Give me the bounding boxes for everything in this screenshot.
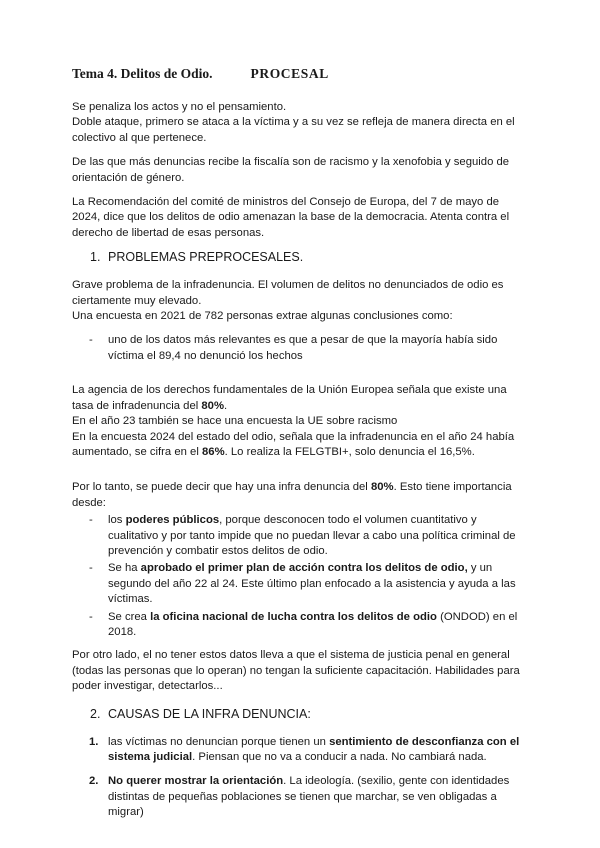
list-item-text [108,735,528,766]
intro-paragraph-3: La Recomendación del comité de ministros del Consejo de Europa, del 7 de mayo de 2024, dice que los delitos de odio amenazan la base de la democracia. Atenta contra el derecho de libertad de esas personas. [72,196,510,239]
intro-line-2: Doble ataque, primero se ataca a la víctima y a su vez se refleja de manera directa en el colectivo al que pertenece. [72,116,515,144]
section-1-paragraph-3 [72,480,528,511]
text-span: Se crea [108,610,151,623]
text-span: (ONDOD) en el 2018. [108,610,518,638]
text-span: Una encuesta en 2021 de 782 personas extrae algunas conclusiones como: [72,310,453,323]
text-span: En el año 23 también se hace una encuesta la UE sobre racismo [72,415,398,428]
bold-text: 86% [202,445,225,458]
bold-text: aprobado el primer plan de acción contra los delitos de odio, [140,562,468,575]
title-subject: PROCESAL [250,66,329,81]
text-span: . [224,399,228,412]
list-item [72,561,528,607]
text-span: . Esto tiene importancia desde: [72,481,512,509]
text-span: los [108,514,126,527]
section-1-paragraph-2 [72,383,528,460]
text-span: y un segundo del año 22 al 24. Este último plan enfocado a la asistencia y ayuda a las víctimas. [108,562,516,606]
list-item [72,735,528,766]
text-span: . Piensan que no va a conducir a nada. No cambiará nada. [192,751,487,763]
section-2-title: CAUSAS DE LA INFRA DENUNCIA: [108,706,311,721]
document-title [72,66,528,82]
dash-marker: - [89,562,93,575]
list-item [72,774,528,820]
dash-marker: - [89,514,93,527]
bold-text: sentimiento de desconfianza con el sistema judicial [108,735,520,763]
text-span: Por lo tanto, se puede decir que hay una infra denuncia del [72,481,371,494]
section-2-list [72,735,528,821]
text-span: La agencia de los derechos fundamentales de la Unión Europea señala que existe una tasa de infradenuncia del [72,384,507,412]
bold-text: No querer mostrar la orientación [108,775,284,788]
list-item-text [108,610,528,641]
text-span: Se ha [108,562,141,575]
section-1-heading [72,250,528,264]
list-number: 2. [89,775,99,788]
list-item-text [108,561,528,607]
text-span: . La ideología. (sexilio, gente con identidades distintas de pequeñas poblaciones se tienen que marchar, se ven obligadas a migrar) [108,775,510,819]
list-number: 1. [89,735,99,748]
list-item-text: uno de los datos más relevantes es que a pesar de que la mayoría había sido víctima el 89,4 no denunció los hechos [108,334,498,362]
text-span: Grave problema de la infradenuncia. El volumen de delitos no denunciados de odio es ciertamente muy elevado. [72,279,504,307]
list-item [72,333,528,364]
text-span: En la encuesta 2024 del estado del odio, señala que la infradenuncia en el año 24 había aumentado, se cifra en el [72,430,515,458]
bold-text: 80% [370,481,394,494]
list-item-text [108,513,528,559]
text-span: , porque desconocen todo el volumen cuantitativo y cualitativo y por tanto impide que no puedan llevar a cabo una política criminal de prevención y combatir estos delitos de odio. [108,514,516,557]
section-1-number: 1. [90,250,101,265]
dash-marker: - [89,334,93,347]
title-topic: Tema 4. Delitos de Odio. [72,66,213,81]
section-1-title: PROBLEMAS PREPROCESALES. [108,250,304,265]
bold-text: poderes públicos [125,514,220,527]
section-1-paragraph-1 [72,278,528,324]
list-item [72,513,528,559]
section-1-paragraph-4: Por otro lado, el no tener estos datos lleva a que el sistema de justicia penal en general (todas las personas que lo operan) no tengan la suficiente capacitación. Habilidades para poder investigar, detectarlos... [72,649,520,693]
intro-paragraph-2: De las que más denuncias recibe la fiscalía son de racismo y la xenofobia y seguido de orientación de género. [72,156,510,184]
list-item [72,610,528,641]
intro-paragraph-1 [72,100,528,146]
list-item-text [108,774,528,820]
text-span: . Lo realiza la FELGTBI+, solo denuncia el 16,5%. [224,445,475,458]
text-span: las víctimas no denuncian porque tienen un [108,735,330,748]
bold-text: la oficina nacional de lucha contra los delitos de odio [150,610,437,623]
bold-text: 80% [201,399,225,412]
section-1-list-1 [72,333,528,364]
section-1-list-2 [72,513,528,640]
intro-line-1: Se penaliza los actos y no el pensamiento. [72,101,287,113]
section-2-number: 2. [90,706,101,721]
section-2-heading [72,707,528,721]
dash-marker: - [89,610,93,623]
